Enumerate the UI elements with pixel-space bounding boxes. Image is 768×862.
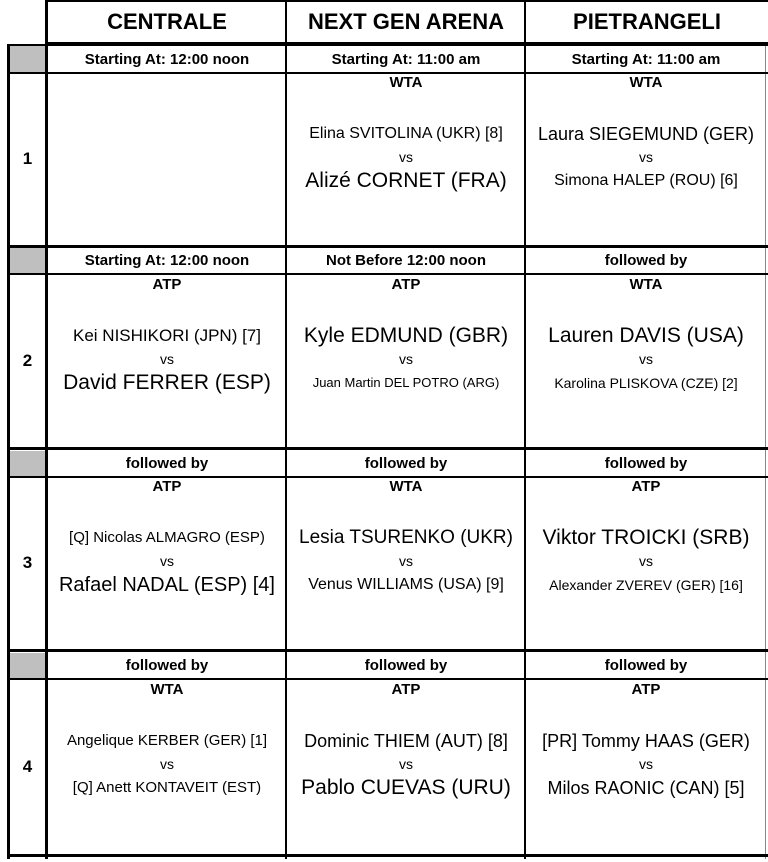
round-4-time-pietrangeli: followed by [604,657,688,674]
grid-line [7,854,768,857]
round-2-time-next-gen-arena: Not Before 12:00 noon [325,252,487,269]
player-1: Lauren DAVIS (USA) [548,324,744,347]
player-1: Kyle EDMUND (GBR) [303,324,509,347]
grid-line [7,649,768,652]
round-1-grey-marker [10,46,45,72]
court-header-centrale: CENTRALE [48,2,286,44]
tour-label: ATP [631,478,661,495]
player-1: Elina SVITOLINA (UKR) [8] [309,125,503,142]
grid-line [7,245,768,248]
player-2: Juan Martin DEL POTRO (ARG) [312,375,500,390]
vs-label: vs [160,351,174,367]
player-1: [PR] Tommy HAAS (GER) [542,731,750,751]
player-1: Viktor TROICKI (SRB) [542,526,750,549]
tour-label: WTA [389,478,423,495]
player-1: [Q] Nicolas ALMAGRO (ESP) [69,529,265,546]
grid-line [7,476,768,478]
round-2-match-next-gen-arena [287,276,525,446]
grid-line [7,44,768,46]
player-2: Pablo CUEVAS (URU) [301,776,511,799]
round-3-time-pietrangeli: followed by [604,455,688,472]
player-1: Lesia TSURENKO (UKR) [299,527,513,548]
grid-line [285,0,287,859]
round-2-number: 2 [22,351,33,370]
tour-label: ATP [152,276,182,293]
grid-line [7,273,768,275]
vs-label: vs [399,149,413,165]
tour-label: ATP [631,681,661,698]
player-1: Laura SIEGEMUND (GER) [537,124,755,144]
round-1-time-centrale: Starting At: 12:00 noon [84,50,250,68]
grid-line [45,0,48,859]
tour-label: WTA [629,74,663,91]
player-2: Milos RAONIC (CAN) [5] [547,778,745,798]
player-2: Simona HALEP (ROU) [6] [554,172,738,189]
grid-line [765,44,766,859]
round-2-time-centrale: Starting At: 12:00 noon [84,252,250,269]
round-2-match-centrale [48,276,286,446]
tour-label: WTA [389,74,423,91]
vs-label: vs [399,351,413,367]
court-header-next-gen-arena: NEXT GEN ARENA [287,2,525,44]
round-1-match-pietrangeli [526,74,766,244]
round-1-time-pietrangeli: Starting At: 11:00 am [571,50,721,68]
grid-line [7,447,768,450]
grid-line [7,44,10,859]
round-4-time-centrale: followed by [125,657,209,674]
round-3-match-pietrangeli [526,478,766,648]
round-4-match-centrale [48,681,286,853]
vs-label: vs [399,553,413,569]
round-1-match-centrale [48,74,286,244]
court-header-pietrangeli: PIETRANGELI [526,2,768,44]
round-4-match-next-gen-arena [287,681,525,853]
round-4-number: 4 [22,757,33,776]
player-2: Venus WILLIAMS (USA) [9] [308,576,504,593]
round-3-match-centrale [48,478,286,648]
grid-line [7,72,768,74]
player-2: David FERRER (ESP) [63,371,271,394]
round-2-time-pietrangeli: followed by [604,252,688,269]
vs-label: vs [160,553,174,569]
round-3-time-centrale: followed by [125,455,209,472]
vs-label: vs [639,351,653,367]
round-3-number: 3 [22,553,33,572]
tour-label: WTA [150,681,184,698]
player-1: Kei NISHIKORI (JPN) [7] [73,326,261,345]
player-1: Angelique KERBER (GER) [1] [66,732,268,749]
player-2: [Q] Anett KONTAVEIT (EST) [72,779,262,796]
round-1-time-next-gen-arena: Starting At: 11:00 am [331,50,481,68]
round-1-match-next-gen-arena [287,74,525,244]
round-3-time-next-gen-arena: followed by [364,455,448,472]
round-2-match-pietrangeli [526,276,766,446]
grid-line [45,0,768,2]
vs-label: vs [639,553,653,569]
grid-line [7,678,768,680]
round-3-grey-marker [10,451,45,476]
round-1-number: 1 [22,149,33,168]
round-3-match-next-gen-arena [287,478,525,648]
grid-line [524,0,526,859]
vs-label: vs [639,149,653,165]
round-4-match-pietrangeli [526,681,766,853]
player-2: Rafael NADAL (ESP) [4] [58,574,275,596]
round-4-time-next-gen-arena: followed by [364,657,448,674]
vs-label: vs [160,756,174,772]
player-2: Karolina PLISKOVA (CZE) [2] [554,375,738,391]
tour-label: WTA [629,276,663,293]
tour-label: ATP [391,681,421,698]
vs-label: vs [639,756,653,772]
round-4-grey-marker [10,653,45,678]
tour-label: ATP [152,478,182,495]
vs-label: vs [399,756,413,772]
round-2-grey-marker [10,248,45,273]
player-1: Dominic THIEM (AUT) [8] [304,731,508,751]
player-2: Alexander ZVEREV (GER) [16] [549,577,743,593]
player-2: Alizé CORNET (FRA) [305,169,507,192]
tour-label: ATP [391,276,421,293]
